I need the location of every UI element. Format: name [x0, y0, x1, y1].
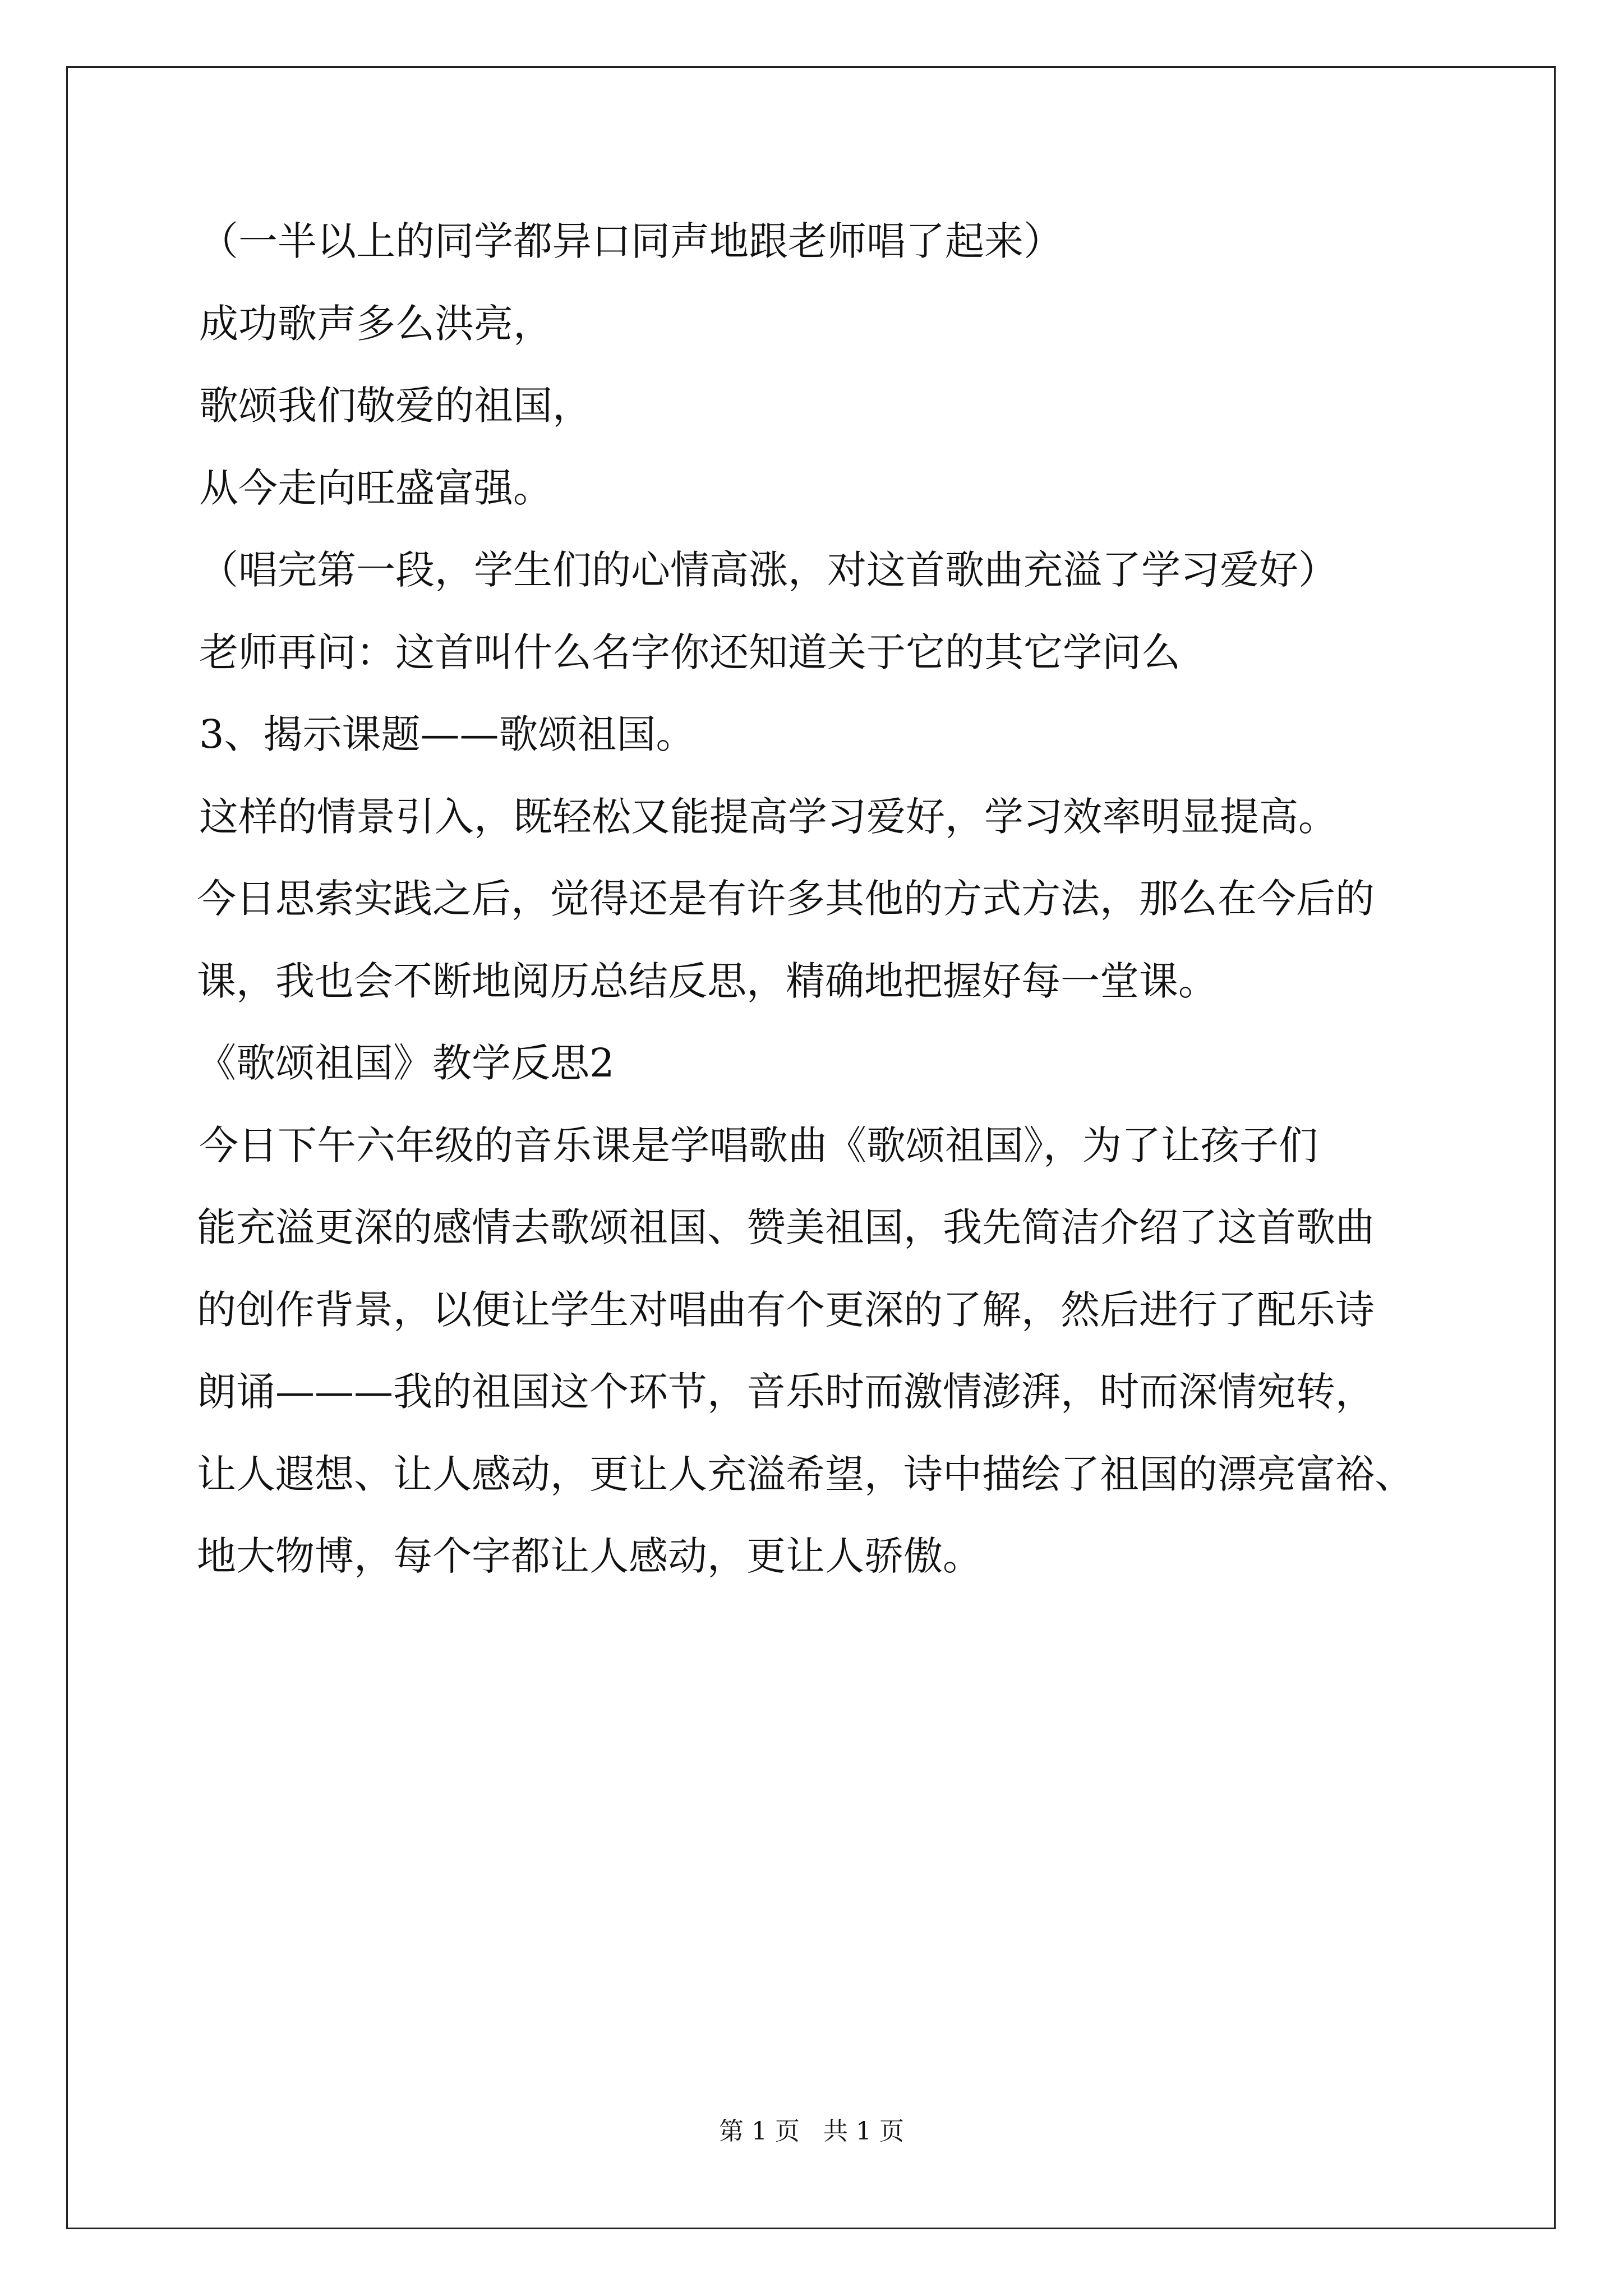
paragraph-line: 让人遐想、让人感动，更让人充溢希望，诗中描绘了祖国的漂亮富裕、	[197, 1451, 1414, 1497]
paragraph-line: 能充溢更深的感情去歌颂祖国、赞美祖国，我先简洁介绍了这首歌曲	[197, 1204, 1375, 1250]
paragraph-line: 朗诵———我的祖国这个环节，音乐时而激情澎湃，时而深情宛转，	[197, 1369, 1375, 1415]
paragraph-line: （唱完第一段，学生们的心情高涨，对这首歌曲充溢了学习爱好）	[199, 547, 1338, 593]
paragraph-line: 课，我也会不断地阅历总结反思，精确地把握好每一堂课。	[197, 958, 1218, 1004]
paragraph-line: 歌颂我们敬爱的祖国，	[199, 383, 592, 429]
paragraph-line: 从今走向旺盛富强。	[199, 465, 552, 511]
paragraph-line: 今日思索实践之后，觉得还是有许多其他的方式方法，那么在今后的	[197, 876, 1375, 922]
paragraph-line: 老师再问：这首叫什么名字你还知道关于它的其它学问么	[199, 629, 1181, 675]
page-number-footer: 第 1 页 共 1 页	[719, 2117, 904, 2146]
paragraph-line: 这样的情景引入，既轻松又能提高学习爱好，学习效率明显提高。	[199, 794, 1338, 840]
paragraph-line: （一半以上的同学都异口同声地跟老师唱了起来）	[199, 218, 1063, 264]
paragraph-line: 今日下午六年级的音乐课是学唱歌曲《歌颂祖国》，为了让孩子们	[199, 1122, 1318, 1168]
paragraph-line: 地大物博，每个字都让人感动，更让人骄傲。	[197, 1533, 982, 1579]
paragraph-line: 的创作背景，以便让学生对唱曲有个更深的了解，然后进行了配乐诗	[197, 1287, 1375, 1333]
section-heading: 《歌颂祖国》教学反思2	[197, 1040, 615, 1086]
paragraph-line: 3、揭示课题——歌颂祖国。	[199, 711, 695, 757]
paragraph-line: 成功歌声多么洪亮，	[199, 301, 552, 347]
